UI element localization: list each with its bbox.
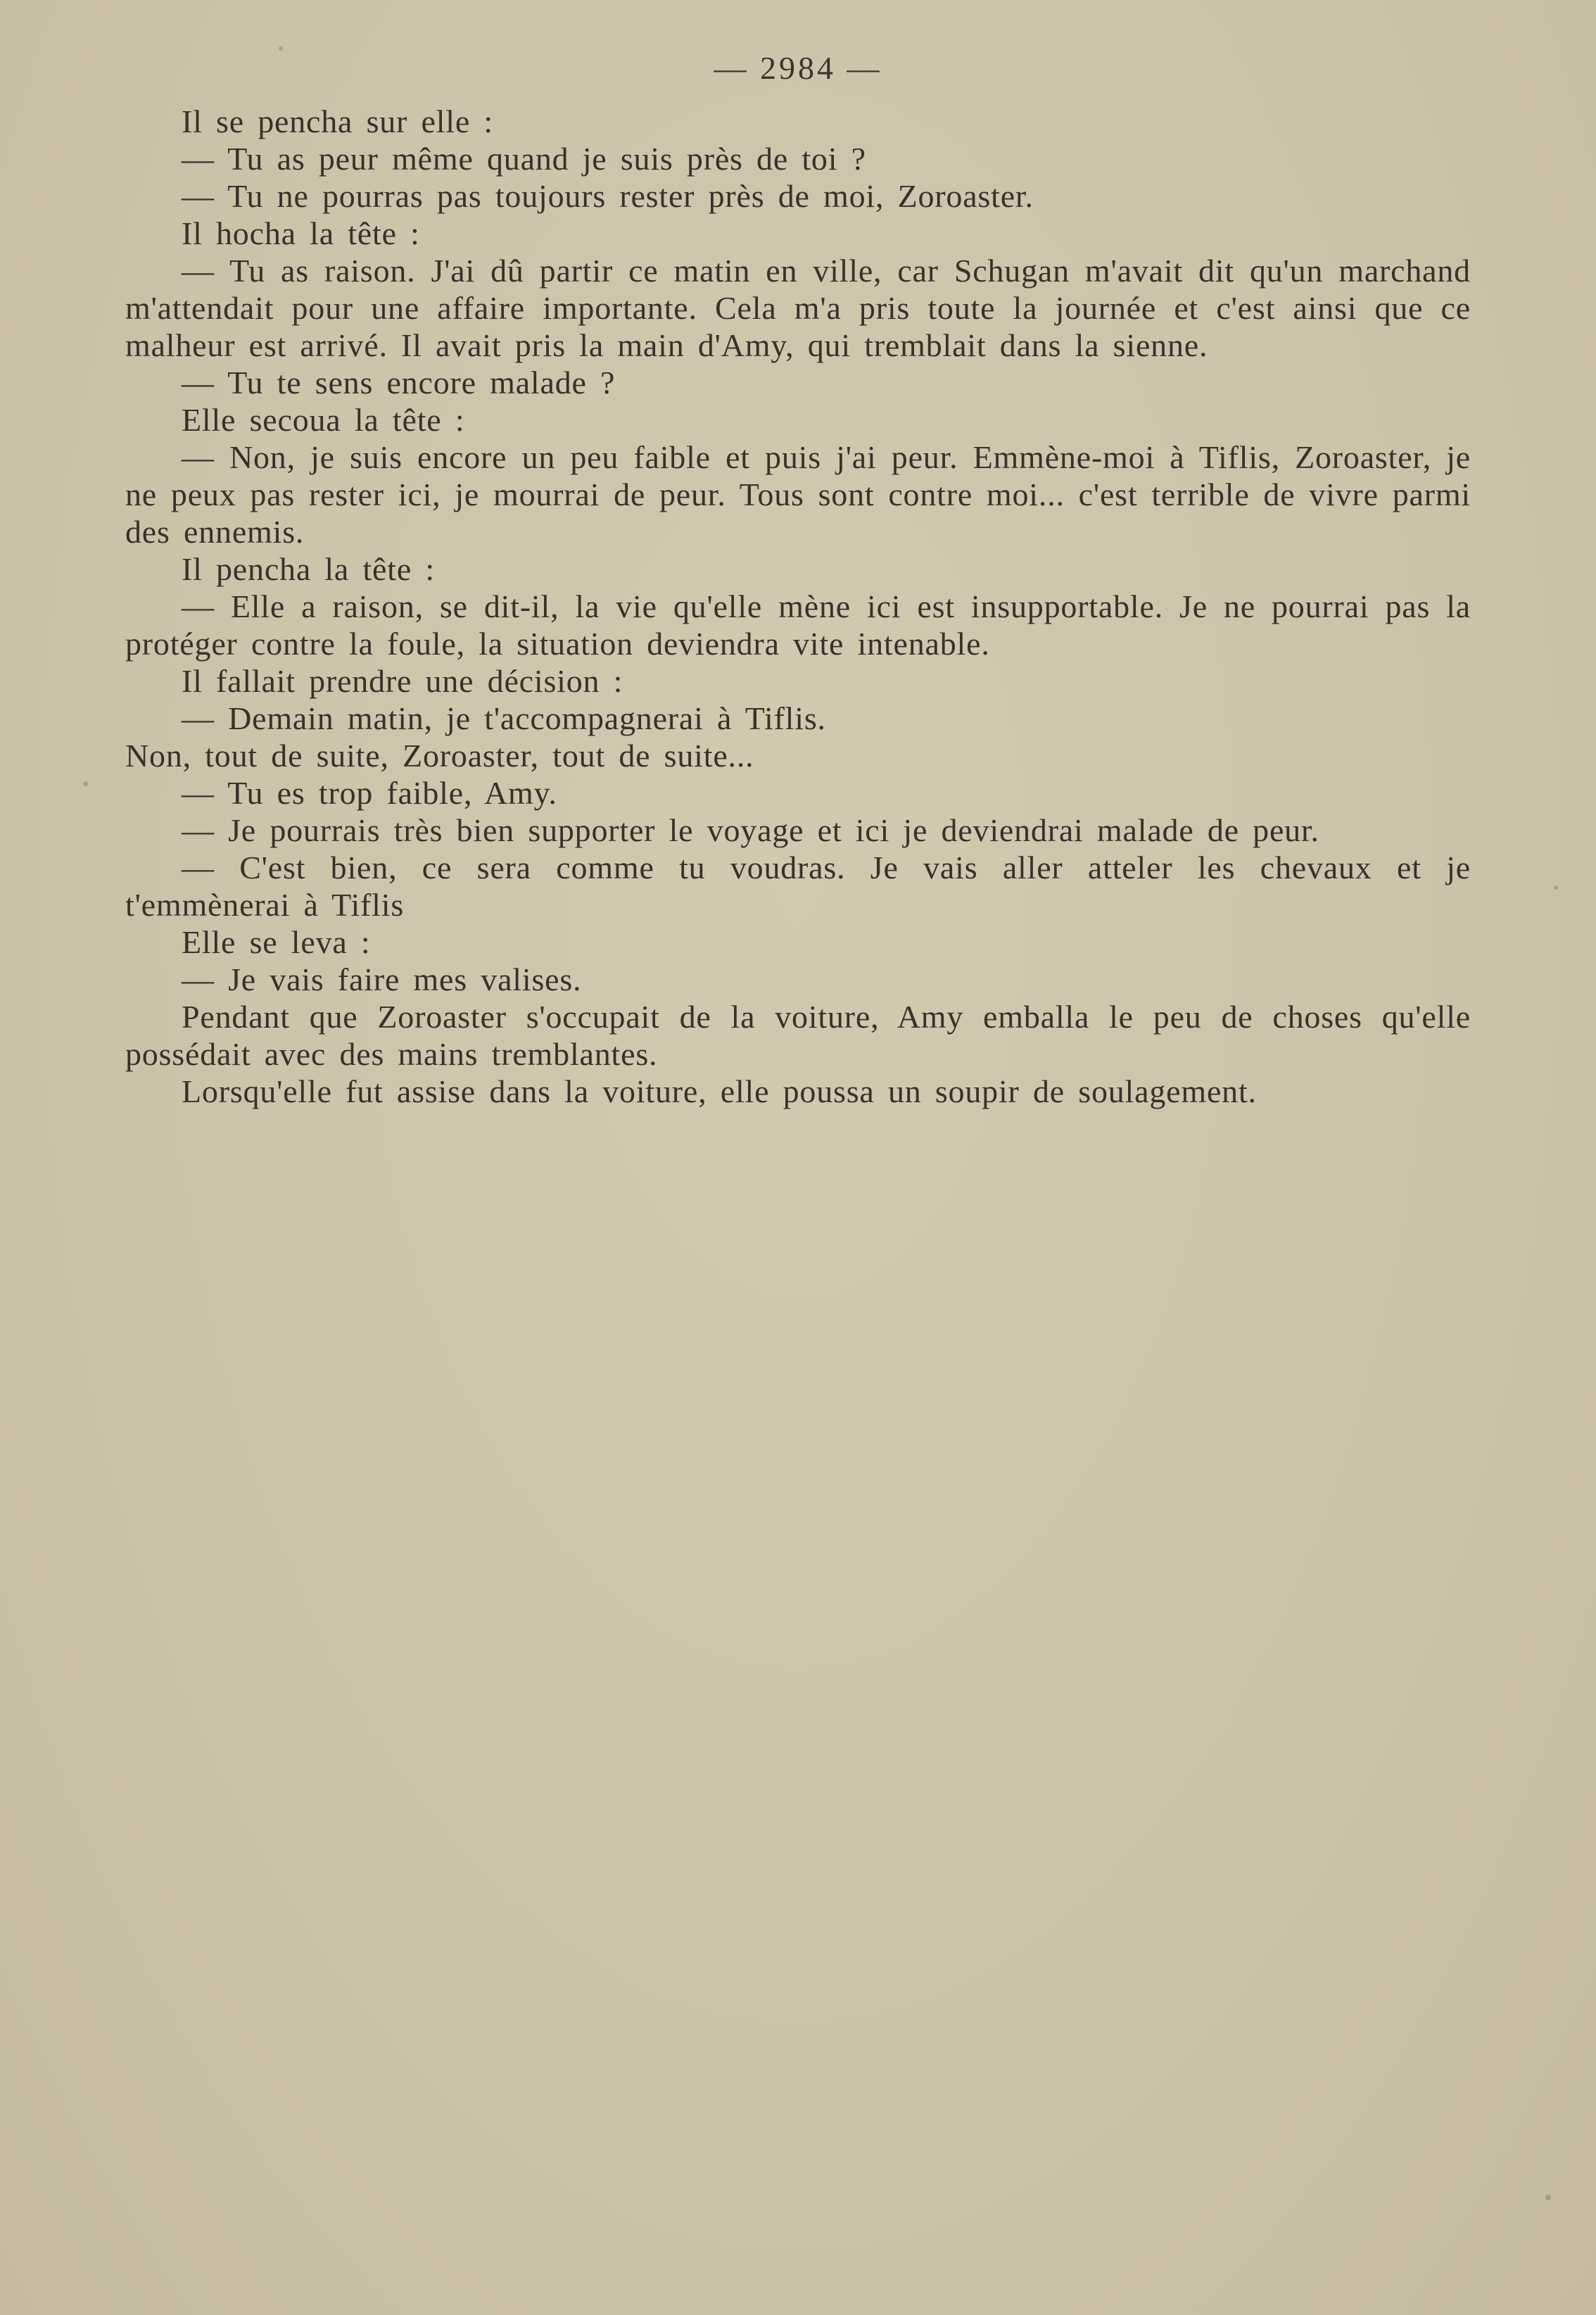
- paragraph: Lorsqu'elle fut assise dans la voiture, elle poussa un soupir de soulagement.: [182, 1073, 1257, 1109]
- page-number: — 2984 —: [714, 50, 882, 86]
- paragraph: Il pencha la tête :: [182, 551, 435, 587]
- paragraph: — Demain matin, je t'accompagnerai à Tiflis.: [182, 700, 826, 736]
- paragraph: Elle se leva :: [182, 924, 371, 960]
- paragraph: Pendant que Zoroaster s'occupait de la voiture, Amy emballa le peu de choses qu'elle possédait avec des mains tremblantes.: [125, 999, 1471, 1072]
- paragraph: Non, tout de suite, Zoroaster, tout de suite...: [125, 738, 754, 774]
- paragraph: Il se pencha sur elle :: [182, 103, 493, 139]
- paragraph: — Elle a raison, se dit-il, la vie qu'elle mène ici est insupportable. Je ne pourrai pas la protéger contre la foule, la situation deviendra vite intenable.: [125, 588, 1471, 662]
- paragraph: — Tu te sens encore malade ?: [182, 365, 616, 400]
- scan-speck: [83, 781, 88, 786]
- paragraph: — Non, je suis encore un peu faible et puis j'ai peur. Emmène-moi à Tiflis, Zoroaster, je ne peux pas rester ici, je mourrai de peur. Tous sont contre moi... c'est terrible de vivre parmi des ennemis.: [125, 439, 1471, 550]
- text-block: [125, 103, 1471, 1110]
- paragraph: — Je pourrais très bien supporter le voyage et ici je deviendrai malade de peur.: [182, 812, 1319, 848]
- paragraph: Elle secoua la tête :: [182, 402, 465, 438]
- paragraph: Il hocha la tête :: [182, 215, 420, 251]
- scan-speck: [279, 46, 283, 51]
- paragraph: — Tu as peur même quand je suis près de toi ?: [182, 141, 866, 177]
- paragraph: — C'est bien, ce sera comme tu voudras. Je vais aller atteler les chevaux et je t'emmènerai à Tiflis: [125, 850, 1471, 923]
- scan-speck: [1545, 2195, 1551, 2200]
- paragraph: — Tu ne pourras pas toujours rester près de moi, Zoroaster.: [182, 178, 1034, 214]
- scan-speck: [1554, 885, 1558, 890]
- paragraph: — Tu as raison. J'ai dû partir ce matin en ville, car Schugan m'avait dit qu'un marchand m'attendait pour une affaire importante. Cela m'a pris toute la journée et c'est ainsi que ce malheur est arrivé. Il avait pris la main d'Amy, qui tremblait dans la sienne.: [125, 253, 1471, 363]
- paragraph: Il fallait prendre une décision :: [182, 663, 623, 699]
- paragraph: — Je vais faire mes valises.: [182, 961, 582, 997]
- paragraph: — Tu es trop faible, Amy.: [182, 775, 557, 811]
